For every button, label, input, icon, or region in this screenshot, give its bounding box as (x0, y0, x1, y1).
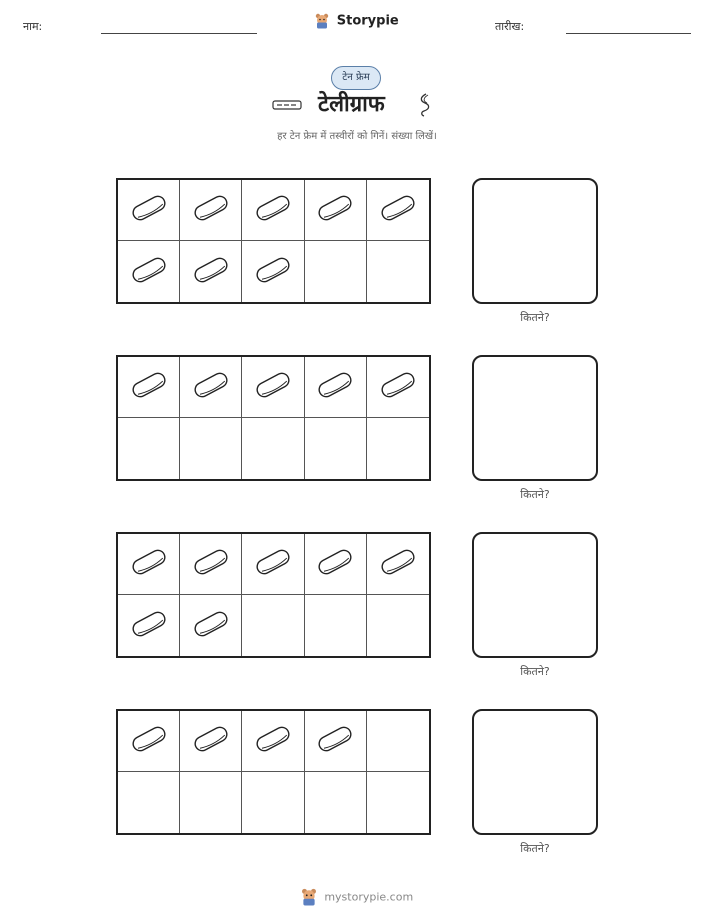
telegraph-pill-icon (253, 548, 293, 580)
date-line[interactable] (566, 33, 691, 34)
title-row (0, 88, 714, 124)
telegraph-pill-icon (253, 371, 293, 403)
frame-cell (305, 595, 367, 656)
ten-frame-pill: टेन फ्रेम (331, 66, 381, 90)
telegraph-pill-icon (315, 725, 355, 757)
answer-box[interactable] (472, 709, 598, 835)
page-title: टेलीग्राफ (318, 92, 385, 117)
frame-cell (305, 711, 367, 772)
telegraph-pill-icon (378, 371, 418, 403)
frame-cell (118, 534, 180, 595)
ten-frame (116, 178, 431, 304)
frame-cell (180, 772, 242, 833)
answer-box[interactable] (472, 532, 598, 658)
frame-cell (242, 772, 304, 833)
frame-cell (118, 180, 180, 241)
ten-frame (116, 532, 431, 658)
telegraph-pill-icon (315, 194, 355, 226)
answer-box[interactable] (472, 178, 598, 304)
instructions: हर टेन फ्रेम में तस्वीरों को गिनें। संख्या लिखें। (277, 131, 437, 142)
telegraph-pill-icon (191, 548, 231, 580)
telegraph-pill-icon (191, 256, 231, 288)
brand (0, 13, 714, 29)
count-label: कितने? (520, 488, 550, 501)
name-line[interactable] (101, 33, 257, 34)
frame-cell (242, 595, 304, 656)
telegraph-pill-icon (253, 725, 293, 757)
frame-cell (180, 534, 242, 595)
storypie-bear-icon (315, 13, 329, 29)
frame-cell (305, 180, 367, 241)
telegraph-pill-icon (253, 194, 293, 226)
frame-cell (242, 418, 304, 479)
telegraph-pill-icon (191, 725, 231, 757)
frame-cell (180, 357, 242, 418)
ten-frame (116, 709, 431, 835)
frame-cell (118, 418, 180, 479)
telegraph-pill-icon (315, 548, 355, 580)
date-label: तारीख: (495, 20, 525, 33)
telegraph-pill-icon (191, 194, 231, 226)
name-label: नाम: (23, 20, 43, 33)
telegraph-pill-icon (191, 610, 231, 642)
telegraph-pill-icon (129, 725, 169, 757)
frame-cell (367, 772, 429, 833)
footer-url[interactable]: mystorypie.com (324, 890, 414, 904)
frame-cell (367, 418, 429, 479)
telegraph-pill-icon (378, 548, 418, 580)
telegraph-pill-icon (129, 194, 169, 226)
frame-cell (367, 711, 429, 772)
frame-cell (118, 595, 180, 656)
frame-cell (180, 418, 242, 479)
frame-cell (305, 241, 367, 302)
answer-box[interactable] (472, 355, 598, 481)
frame-cell (242, 241, 304, 302)
telegraph-pill-icon (315, 371, 355, 403)
frame-cell (118, 241, 180, 302)
brand-name: Storypie (336, 13, 399, 29)
telegraph-pill-icon (253, 256, 293, 288)
telegraph-pill-icon (191, 371, 231, 403)
frame-cell (118, 772, 180, 833)
count-label: कितने? (520, 665, 550, 678)
frame-cell (242, 357, 304, 418)
ten-frame (116, 355, 431, 481)
frame-cell (367, 241, 429, 302)
telegraph-wire-icon (418, 92, 432, 118)
frame-cell (180, 595, 242, 656)
telegraph-pill-icon (129, 548, 169, 580)
frame-cell (367, 534, 429, 595)
telegraph-pill-icon (378, 194, 418, 226)
frame-cell (305, 418, 367, 479)
frame-cell (180, 180, 242, 241)
frame-cell (305, 772, 367, 833)
frame-cell (367, 180, 429, 241)
telegraph-pill-icon (129, 256, 169, 288)
frame-cell (305, 357, 367, 418)
count-label: कितने? (520, 311, 550, 324)
frame-cell (118, 711, 180, 772)
frame-cell (242, 711, 304, 772)
frame-cell (118, 357, 180, 418)
count-label: कितने? (520, 842, 550, 855)
frame-cell (242, 534, 304, 595)
frame-cell (305, 534, 367, 595)
frame-cell (180, 241, 242, 302)
frame-cell (367, 595, 429, 656)
frame-cell (242, 180, 304, 241)
frame-cell (367, 357, 429, 418)
telegraph-key-icon (272, 100, 302, 110)
footer (0, 888, 714, 906)
frame-cell (180, 711, 242, 772)
telegraph-pill-icon (129, 610, 169, 642)
storypie-bear-icon (301, 888, 317, 906)
telegraph-pill-icon (129, 371, 169, 403)
